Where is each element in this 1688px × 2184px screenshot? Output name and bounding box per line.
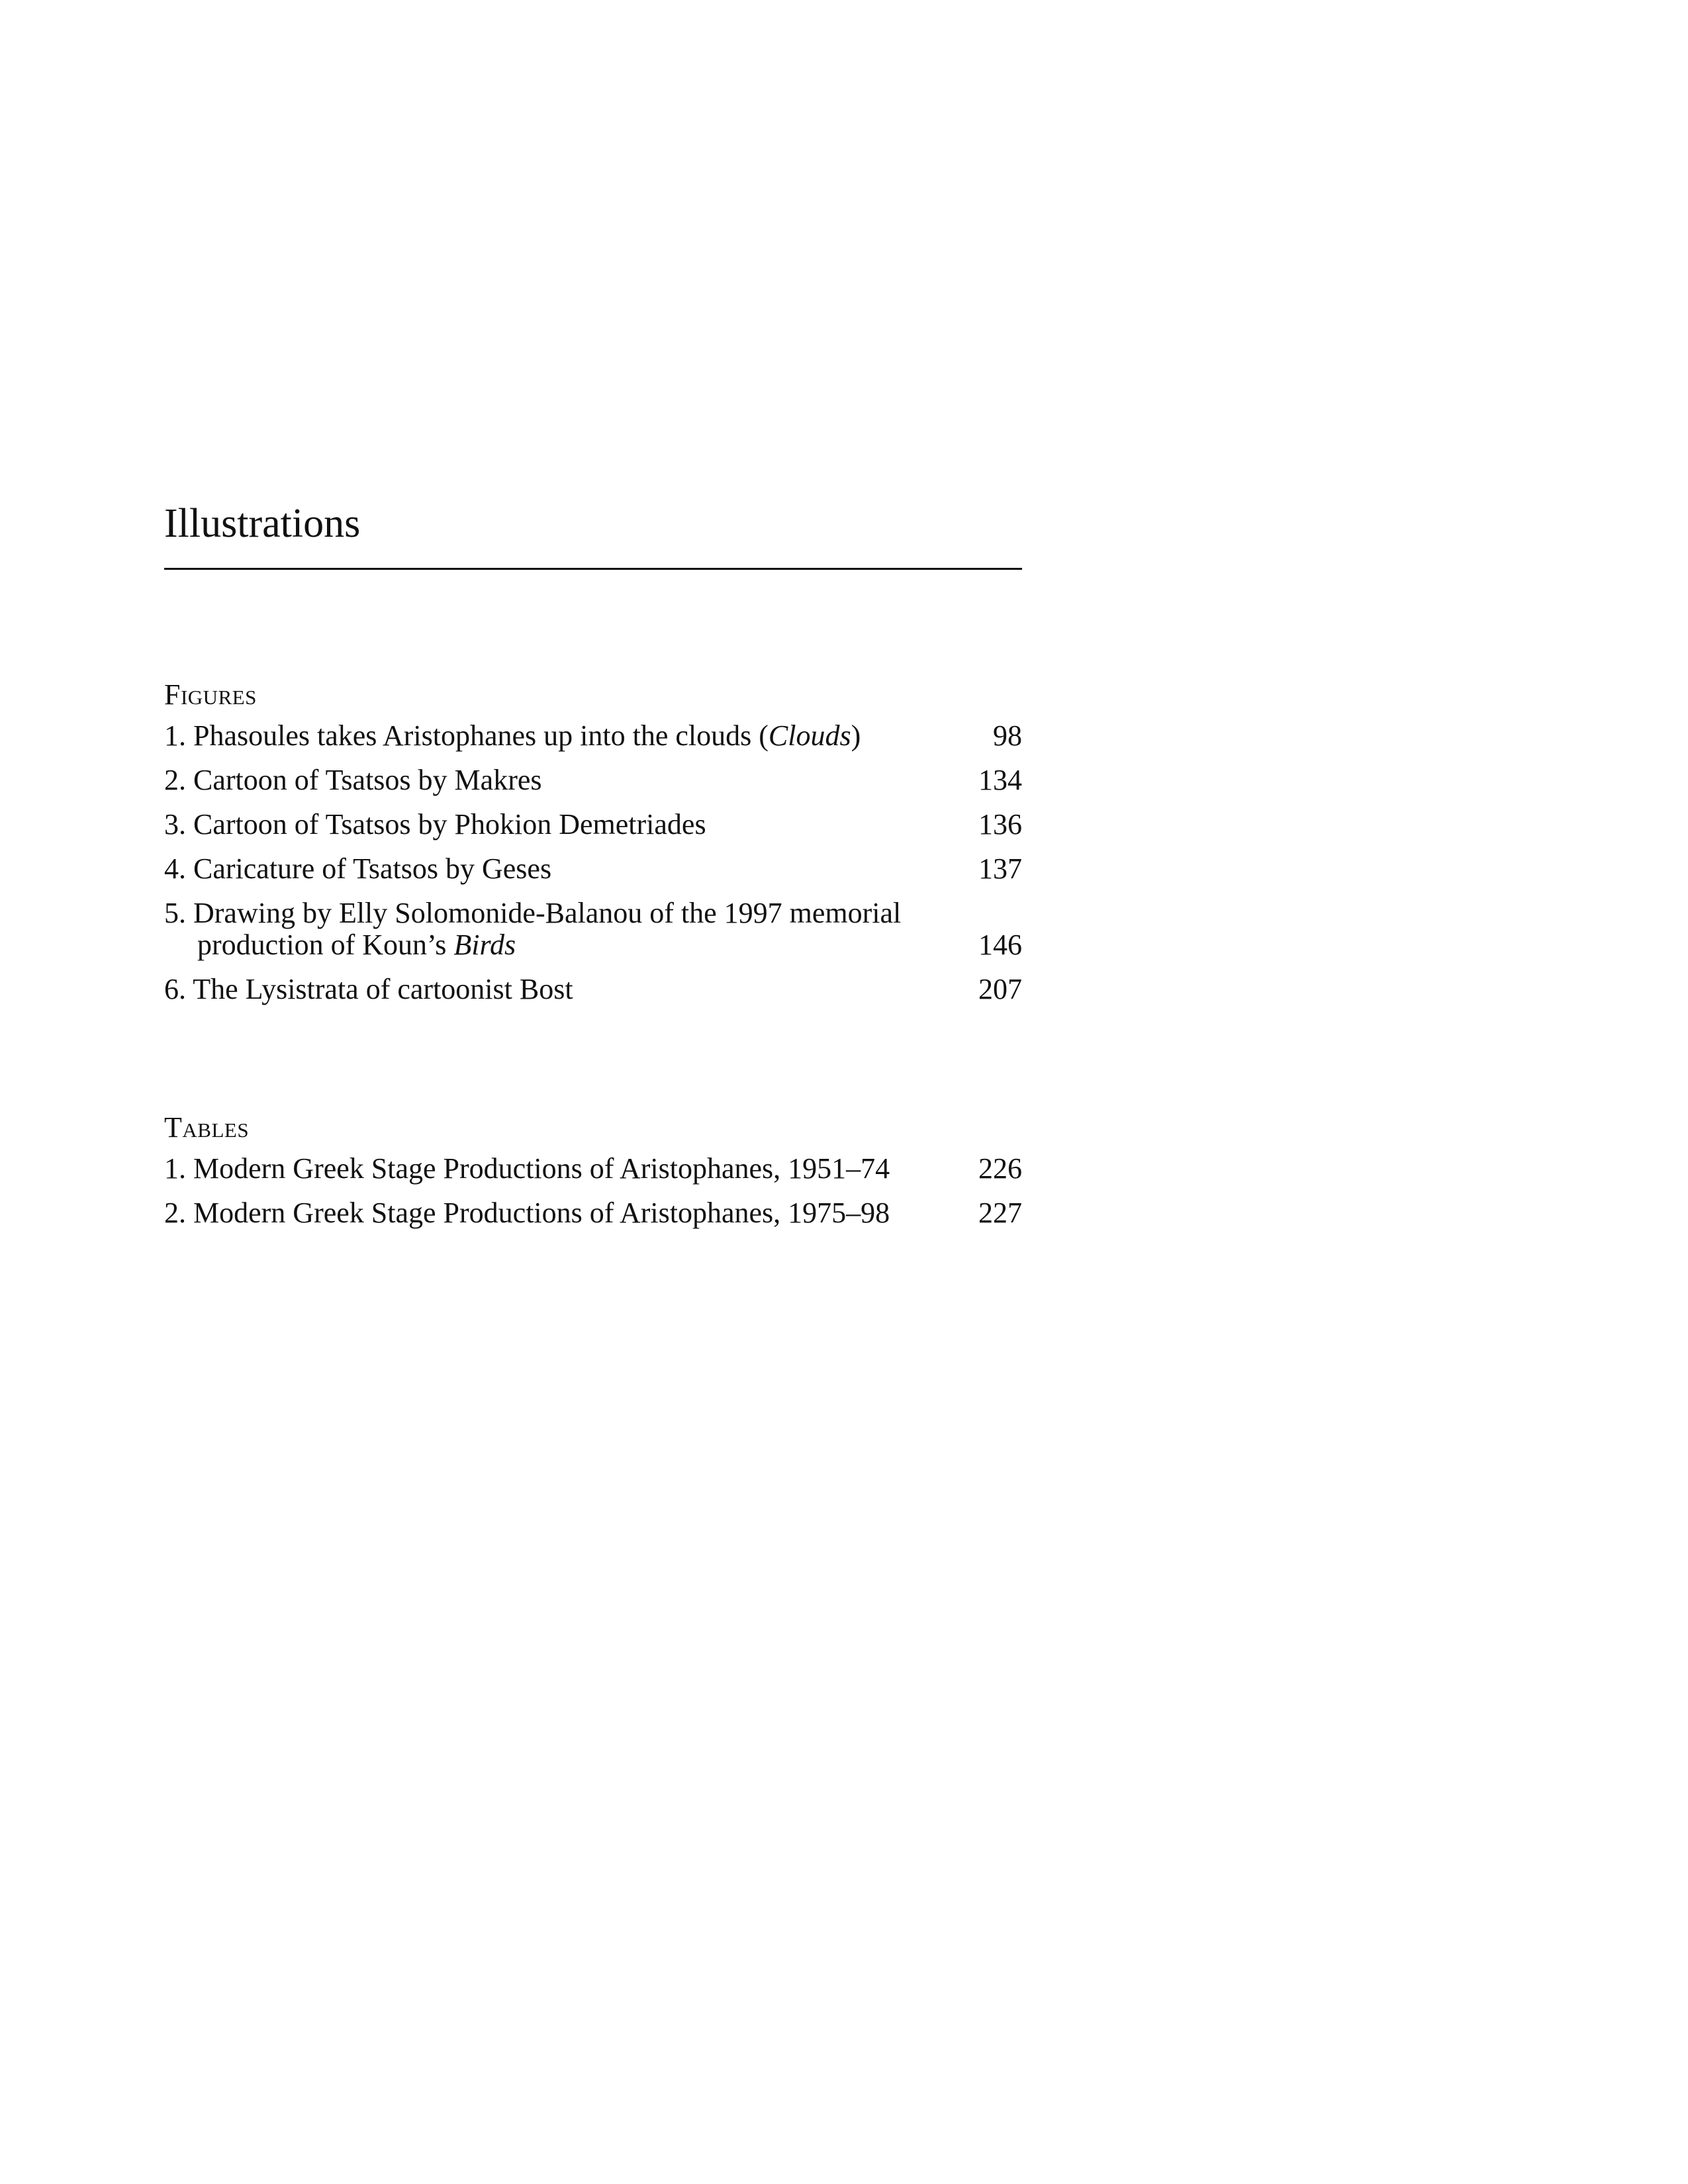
figures-heading: Figures [164, 678, 257, 711]
figure-entry-4 [164, 853, 1022, 885]
table-page-number: 226 [978, 1152, 1022, 1185]
figure-entry-text: 4. Caricature of Tsatsos by Geses [164, 852, 552, 885]
figure-page-number: 146 [978, 929, 1022, 961]
tables-list [164, 1153, 1022, 1242]
table-entry-text: 1. Modern Greek Stage Productions of Aristophanes, 1951–74 [164, 1152, 890, 1185]
figure-entry-1 [164, 720, 1022, 752]
figure-entry-3 [164, 809, 1022, 841]
figure-entry-text: 3. Cartoon of Tsatsos by Phokion Demetriades [164, 808, 706, 841]
tables-heading: Tables [164, 1111, 250, 1144]
table-entry-1 [164, 1153, 1022, 1185]
figure-entry-5 [164, 897, 1022, 961]
figure-page-number: 98 [993, 719, 1022, 752]
table-entry-2 [164, 1197, 1022, 1229]
figure-page-number: 134 [978, 764, 1022, 796]
figure-entry-2 [164, 764, 1022, 796]
figure-page-number: 137 [978, 852, 1022, 885]
figure-entry-text: 2. Cartoon of Tsatsos by Makres [164, 764, 542, 796]
table-entry-text: 2. Modern Greek Stage Productions of Aristophanes, 1975–98 [164, 1197, 890, 1229]
figure-entry-text: 6. The Lysistrata of cartoonist Bost [164, 973, 573, 1005]
table-page-number: 227 [978, 1197, 1022, 1229]
page-title: Illustrations [164, 501, 361, 546]
title-rule [164, 568, 1022, 570]
figure-entry-text: 1. Phasoules takes Aristophanes up into the clouds (Clouds) [164, 719, 861, 752]
figure-entry-6 [164, 974, 1022, 1005]
figure-entry-text: 5. Drawing by Elly Solomonide-Balanou of the 1997 memorial production of Koun’s Birds [164, 897, 902, 961]
figure-page-number: 136 [978, 808, 1022, 841]
figure-page-number: 207 [978, 973, 1022, 1005]
figures-list [164, 720, 1022, 1018]
